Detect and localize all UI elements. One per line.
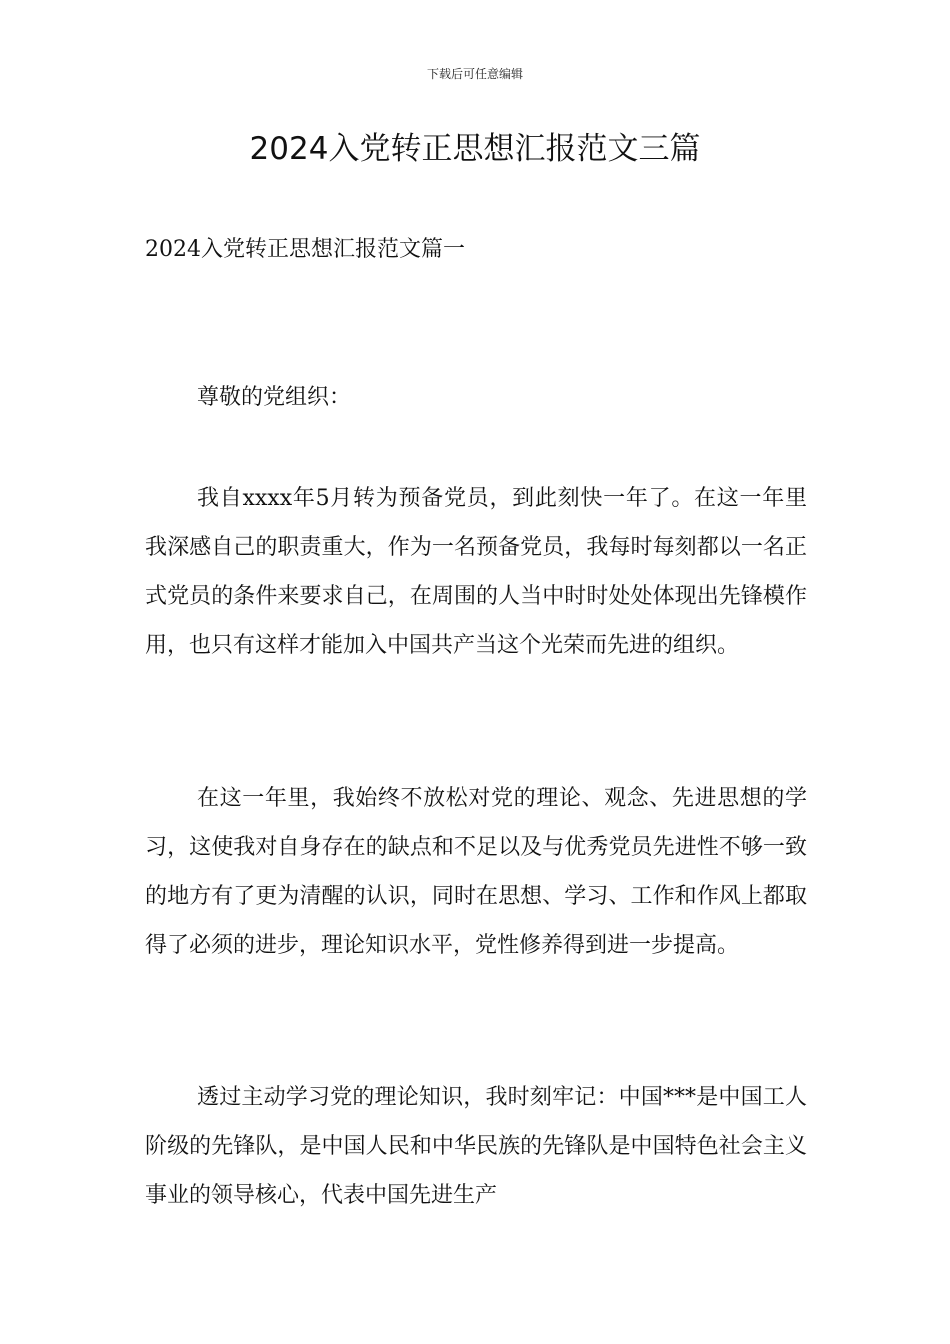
header-note: 下载后可任意编辑 [426,67,523,81]
paragraph-1: 我自xxxx年5月转为预备党员，到此刻快一年了。在这一年里我深感自己的职责重大，作为一名预备党员，我每时每刻都以一名正式党员的条件来要求自己，在周围的人当中时时处处体现出先锋模作用，也只有这样才能加入中国共产当这个光荣而先进的组织。 [145,486,807,658]
paragraph-2: 在这一年里，我始终不放松对党的理论、观念、先进思想的学习，这使我对自身存在的缺点和不足以及与优秀党员先进性不够一致的地方有了更为清醒的认识，同时在思想、学习、工作和作风上都取得了必须的进步，理论知识水平，党性修养得到进一步提高。 [145,786,807,958]
paragraph-3: 透过主动学习党的理论知识，我时刻牢记：中国***是中国工人阶级的先锋队，是中国人民和中华民族的先锋队是中国特色社会主义事业的领导核心，代表中国先进生产 [145,1085,807,1208]
section-subtitle: 2024入党转正思想汇报范文篇一 [145,237,465,262]
salutation: 尊敬的党组织： [197,385,352,410]
document-title: 2024入党转正思想汇报范文三篇 [249,131,701,167]
